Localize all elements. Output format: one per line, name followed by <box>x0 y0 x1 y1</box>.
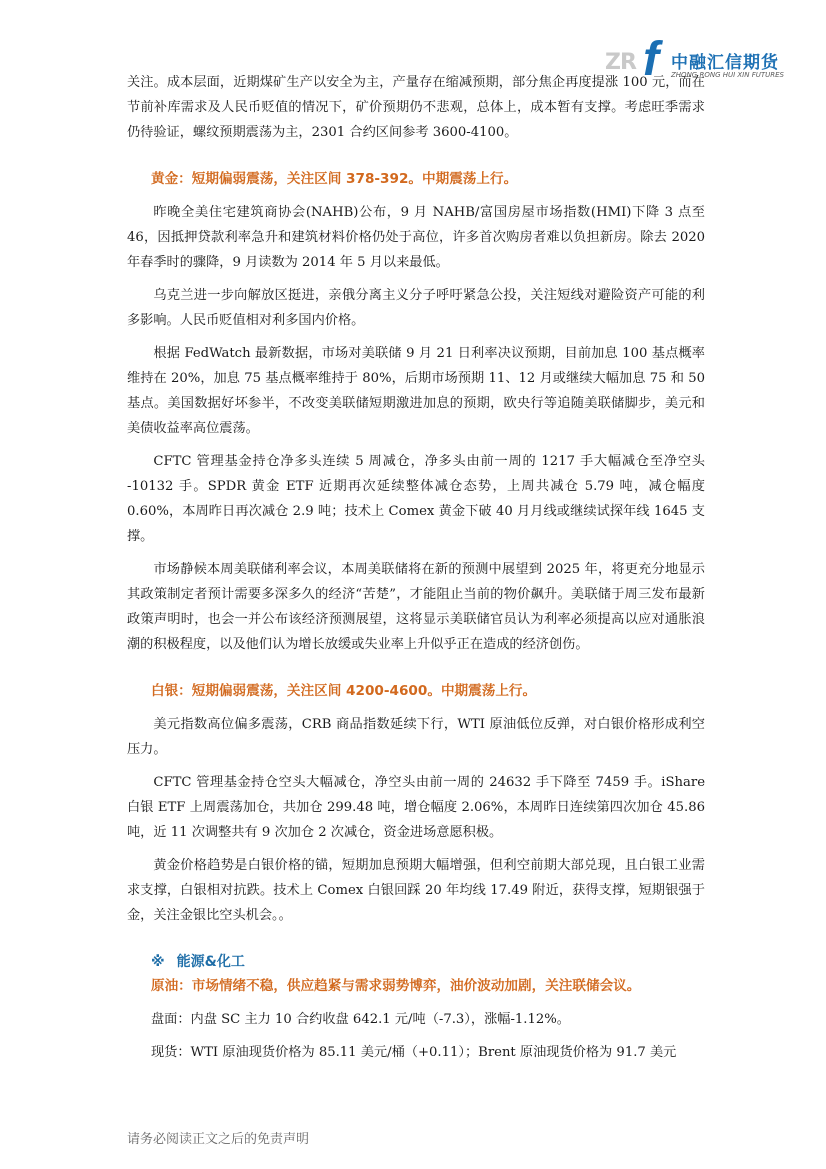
logo-english-name: ZHONG RONG HUI XIN FUTURES <box>671 71 784 79</box>
logo-chinese-name: 中融汇信期货 <box>671 53 779 73</box>
gold-paragraph: CFTC 管理基金持仓净多头连续 5 周减仓，净多头由前一周的 1217 手大幅减仓至净空头 -10132 手。SPDR 黄金 ETF 近期再次延续整体减仓态势，上周共减仓 5.79 吨，减仓幅度 0.60%，本周昨日再次减仓 2.9 吨；技术上 Comex 黄金下破 40 月月线或继续试探年线 1645 支撑。 <box>127 454 705 544</box>
energy-section-title <box>151 950 705 974</box>
disclaimer-footer: 请务必阅读正文之后的免责声明 <box>127 1132 310 1147</box>
silver-paragraph: 黄金价格趋势是白银价格的锚，短期加息预期大幅增强，但利空前期大部兑现，且白银工业需求支撑，白银相对抗跌。技术上 Comex 白银回踩 20 年均线 17.49 附近，获得支撑，短期银强于金，关注金银比空头机会。。 <box>127 858 705 923</box>
silver-paragraph: CFTC 管理基金持仓空头大幅减仓，净空头由前一周的 24632 手下降至 7459 手。iShare 白银 ETF 上周震荡加仓，共加仓 299.48 吨，增仓幅度 2.06%，本周昨日连续第四次加仓 45.86 吨，近 11 次调整共有 9 次加仓 2 次减仓，资金进场意愿积极。 <box>127 775 705 840</box>
crude-spot-line: 现货：WTI 原油现货价格为 85.11 美元/桶（+0.11）；Brent 原油现货价格为 91.7 美元 <box>151 1045 677 1060</box>
report-body <box>127 70 705 1065</box>
logo-f-mark: f <box>643 33 659 86</box>
silver-paragraph: 美元指数高位偏多震荡，CRB 商品指数延续下行，WTI 原油低位反弹，对白银价格形成利空压力。 <box>127 717 705 757</box>
gold-paragraph: 昨晚全美住宅建筑商协会(NAHB)公布，9 月 NAHB/富国房屋市场指数(HMI)下降 3 点至 46，因抵押贷款利率急升和建筑材料价格仍处于高位，许多首次购房者难以负担新房。除去 2020 年春季时的骤降，9 月读数为 2014 年 5 月以来最低。 <box>127 205 705 270</box>
energy-section-label: 能源&化工 <box>176 954 245 970</box>
gold-paragraph: 市场静候本周美联储利率会议，本周美联储将在新的预测中展望到 2025 年，将更充分地显示其政策制定者预计需要多深多久的经济“苦楚”，才能阻止当前的物价飙升。美联储于周三发布最新政策声明时，也会一并公布该经济预测展望，这将显示美联储官员认为利率必须提高以应对通胀浪潮的积极程度，以及他们认为增长放缓或失业率上升似乎正在造成的经济创伤。 <box>127 562 705 652</box>
rebar-paragraph-tail: 关注。成本层面，近期煤矿生产以安全为主，产量存在缩减预期，部分焦企再度提涨 100 元，而在节前补库需求及人民币贬值的情况下，矿价预期仍不悲观，总体上，成本暂有支撑。考虑旺季需求仍待验证，螺纹预期震荡为主，2301 合约区间参考 3600-4100。 <box>127 75 705 140</box>
crude-heading: 原油：市场情绪不稳，供应趋紧与需求弱势博弈，油价波动加剧，关注联储会议。 <box>151 978 641 994</box>
silver-heading: 白银：短期偏弱震荡，关注区间 4200-4600。中期震荡上行。 <box>151 683 537 699</box>
gold-paragraph: 乌克兰进一步向解放区挺进，亲俄分离主义分子呼吁紧急公投，关注短线对避险资产可能的利多影响。人民币贬值相对利多国内价格。 <box>127 288 705 328</box>
gold-heading: 黄金：短期偏弱震荡，关注区间 378-392。中期震荡上行。 <box>151 171 518 187</box>
logo-zr-mark: ZR <box>605 50 636 75</box>
reference-mark-icon: ※ <box>151 954 165 970</box>
gold-paragraph: 根据 FedWatch 最新数据，市场对美联储 9 月 21 日利率决议预期，目前加息 100 基点概率维持在 20%，加息 75 基点概率维持于 80%，后期市场预期 11、12 月或继续大幅加息 75 和 50 基点。美国数据好坏参半，不改变美联储短期激进加息的预期，欧央行等追随美联储脚步，美元和美债收益率高位震荡。 <box>127 346 705 436</box>
crude-market-line: 盘面：内盘 SC 主力 10 合约收盘 642.1 元/吨（-7.3），涨幅-1.12%。 <box>151 1012 570 1027</box>
